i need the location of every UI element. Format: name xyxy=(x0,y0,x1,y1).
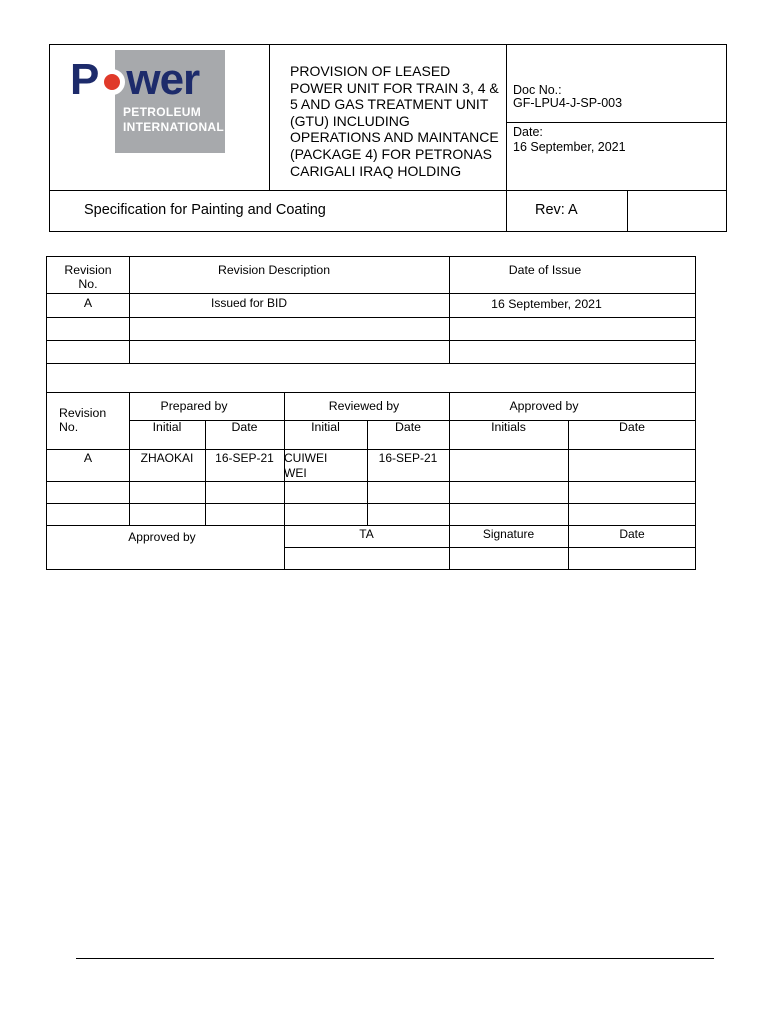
revision-label: Rev: A xyxy=(535,202,578,218)
table-rule xyxy=(284,547,696,548)
approval-revision-cell: A xyxy=(83,451,93,465)
header-date-reviewed: Date xyxy=(395,420,421,434)
logo-wordmark: P wer xyxy=(70,55,200,104)
logo-o-icon xyxy=(99,69,125,95)
header-approved-by: Approved by xyxy=(509,399,579,413)
reviewed-date-cell: 16-SEP-21 xyxy=(378,451,438,465)
table-rule xyxy=(47,481,696,482)
table-rule xyxy=(47,392,696,393)
header-reviewed-by: Reviewed by xyxy=(328,399,400,413)
header-initial-prepared: Initial xyxy=(152,420,182,434)
footer-approved-by: Approved by xyxy=(128,530,196,544)
revision-table xyxy=(46,256,696,570)
table-rule xyxy=(47,363,696,364)
doc-no-label: Doc No.: xyxy=(513,83,562,97)
header-revision-no-2: Revision No. xyxy=(59,406,107,434)
prepared-initial-cell: ZHAOKAI xyxy=(140,451,194,465)
table-rule xyxy=(47,525,696,526)
spec-title: Specification for Painting and Coating xyxy=(84,202,326,218)
header-initials-approved: Initials xyxy=(491,420,526,434)
project-title: PROVISION OF LEASED POWER UNIT FOR TRAIN 3, 4 & 5 AND GAS TREATMENT UNIT (GTU) INCLUDING OPERATIONS AND MAINTANCE (PACKAGE 4) FOR PETRONAS CARIGALI IRAQ HOLDING xyxy=(290,63,499,179)
header-prepared-by: Prepared by xyxy=(160,399,228,413)
footer-signature: Signature xyxy=(482,527,535,541)
header-date-prepared: Date xyxy=(231,420,258,434)
header-divider xyxy=(269,45,270,190)
table-rule xyxy=(367,420,368,525)
doc-no-value: GF-LPU4-J-SP-003 xyxy=(513,96,623,110)
prepared-date-cell: 16-SEP-21 xyxy=(215,451,274,465)
document-header xyxy=(49,44,727,232)
table-rule xyxy=(449,392,450,570)
table-rule xyxy=(47,449,696,450)
revision-cell: A xyxy=(83,296,93,310)
header-divider xyxy=(506,122,727,123)
logo-subtitle-2: INTERNATIONAL xyxy=(123,120,225,134)
header-revision-description: Revision Description xyxy=(217,263,331,277)
header-date-approved: Date xyxy=(619,420,645,434)
table-rule xyxy=(284,392,285,570)
company-logo xyxy=(70,50,225,153)
date-value: 16 September, 2021 xyxy=(513,140,626,154)
table-rule xyxy=(47,293,696,294)
footer-date: Date xyxy=(619,527,645,541)
header-revision-no: Revision No. xyxy=(64,263,112,291)
table-rule xyxy=(205,420,206,525)
logo-subtitle-1: PETROLEUM xyxy=(123,105,202,119)
table-rule xyxy=(47,317,696,318)
header-divider xyxy=(627,190,628,232)
issue-date-cell: 16 September, 2021 xyxy=(491,297,602,311)
reviewed-initial-cell: CUIWEI WEI xyxy=(284,451,328,480)
description-cell: Issued for BID xyxy=(210,296,288,310)
header-divider xyxy=(50,190,727,191)
footer-ta: TA xyxy=(359,527,374,541)
header-initial-reviewed: Initial xyxy=(311,420,340,434)
table-rule xyxy=(47,340,696,341)
date-label: Date: xyxy=(513,125,543,139)
page-footer-rule xyxy=(76,958,714,959)
table-rule xyxy=(47,503,696,504)
table-rule xyxy=(568,420,569,570)
header-date-of-issue: Date of Issue xyxy=(508,263,582,277)
